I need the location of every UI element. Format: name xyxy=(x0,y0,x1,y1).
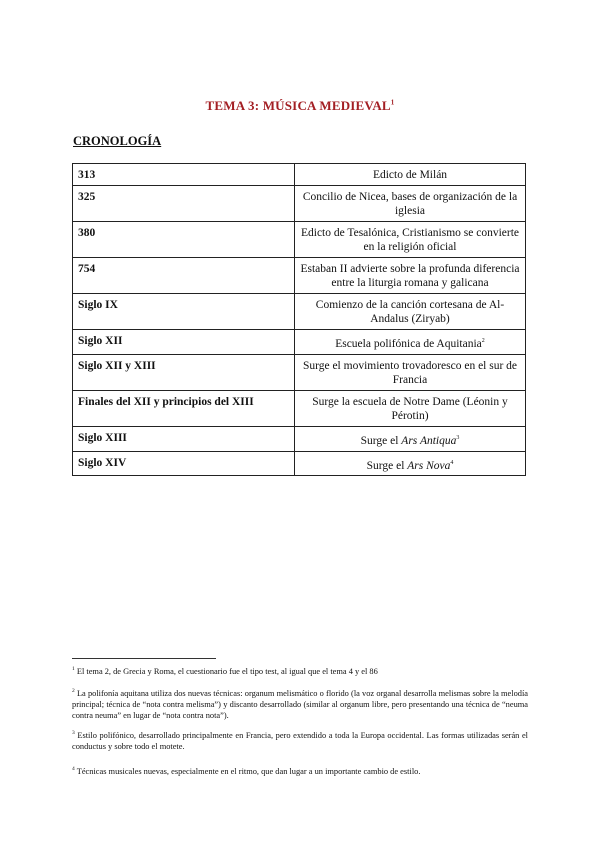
event-text: Comienzo de la canción cortesana de Al-Andalus (Ziryab) xyxy=(315,299,505,325)
row-event xyxy=(295,164,526,186)
row-date: Siglo IX xyxy=(73,294,295,330)
title-text: TEMA 3: MÚSICA MEDIEVAL xyxy=(205,98,391,113)
row-date: Siglo XII xyxy=(73,330,295,355)
footnote-number: 4 xyxy=(72,766,75,772)
page-title xyxy=(0,98,600,114)
table-row xyxy=(73,330,526,355)
footnote-number: 3 xyxy=(72,730,75,736)
row-date: Siglo XII y XIII xyxy=(73,354,295,390)
footnote-number: 1 xyxy=(72,666,75,672)
row-date: Finales del XII y principios del XIII xyxy=(73,390,295,426)
table-row xyxy=(73,258,526,294)
footnote-2 xyxy=(72,686,528,721)
row-event xyxy=(295,186,526,222)
row-date: 313 xyxy=(73,164,295,186)
footnote-3 xyxy=(72,728,528,752)
footnote-separator xyxy=(72,658,216,659)
event-text: Concilio de Nicea, bases de organización de la iglesia xyxy=(302,191,518,217)
row-event xyxy=(295,390,526,426)
footnote-number: 2 xyxy=(72,688,75,694)
row-event xyxy=(295,426,526,451)
footnote-text: Estilo polifónico, desarrollado principalmente en Francia, pero extendido a toda la Europa occidental. Las formas utilizadas serán el conductus y sobre todo el motete. xyxy=(72,730,529,751)
event-prefix: Surge el xyxy=(360,434,402,447)
table-row xyxy=(73,354,526,390)
table-row xyxy=(73,451,526,476)
footnote-text: El tema 2, de Grecia y Roma, el cuestionario fue el tipo test, al igual que el tema 4 y el 86 xyxy=(76,666,378,676)
row-event xyxy=(295,258,526,294)
event-text: Escuela polifónica de Aquitania xyxy=(335,337,482,350)
event-text: Surge el movimiento trovadoresco en el sur de Francia xyxy=(302,359,518,386)
row-date: 754 xyxy=(73,258,295,294)
event-italic: Ars Nova xyxy=(407,459,451,472)
footnote-ref: 2 xyxy=(481,338,485,344)
table-row xyxy=(73,390,526,426)
event-text: Estaban II advierte sobre la profunda diferencia entre la liturgia romana y galicana xyxy=(300,263,520,289)
footnote-1 xyxy=(72,664,528,677)
row-event xyxy=(295,294,526,330)
table-row xyxy=(73,426,526,451)
footnote-text: La polifonía aquitana utiliza dos nuevas técnicas: organum melismático o florido (la voz organal desarrolla melismas sobre la melodía principal; técnica de “nota contra melisma”) y discanto desarrollado (similar al organum libre, pero presentando una técnica de “neuma contra neuma” en lugar de “nota contra nota”). xyxy=(72,688,528,720)
table-row xyxy=(73,222,526,258)
event-italic: Ars Antiqua xyxy=(401,434,457,447)
row-event xyxy=(295,222,526,258)
row-date: 325 xyxy=(73,186,295,222)
row-event xyxy=(295,330,526,355)
row-date: Siglo XIII xyxy=(73,426,295,451)
footnote-ref: 4 xyxy=(450,459,454,466)
chronology-table xyxy=(72,163,526,476)
event-text: Surge la escuela de Notre Dame (Léonin y Pérotin) xyxy=(312,395,508,422)
row-date: 380 xyxy=(73,222,295,258)
footnote-4 xyxy=(72,764,528,777)
table-row xyxy=(73,186,526,222)
event-text: Edicto de Milán xyxy=(372,169,448,181)
title-footnote-ref: 1 xyxy=(390,98,395,107)
section-heading: CRONOLOGÍA xyxy=(73,134,162,148)
event-text: Edicto de Tesalónica, Cristianismo se convierte en la religión oficial xyxy=(300,227,520,253)
row-event xyxy=(295,451,526,476)
footnote-ref: 3 xyxy=(456,434,460,441)
table-row xyxy=(73,294,526,330)
row-date: Siglo XIV xyxy=(73,451,295,476)
row-event xyxy=(295,354,526,390)
footnote-text: Técnicas musicales nuevas, especialmente en el ritmo, que dan lugar a un importante cambio de estilo. xyxy=(76,766,421,776)
event-prefix: Surge el xyxy=(366,459,408,472)
table-row xyxy=(73,164,526,186)
